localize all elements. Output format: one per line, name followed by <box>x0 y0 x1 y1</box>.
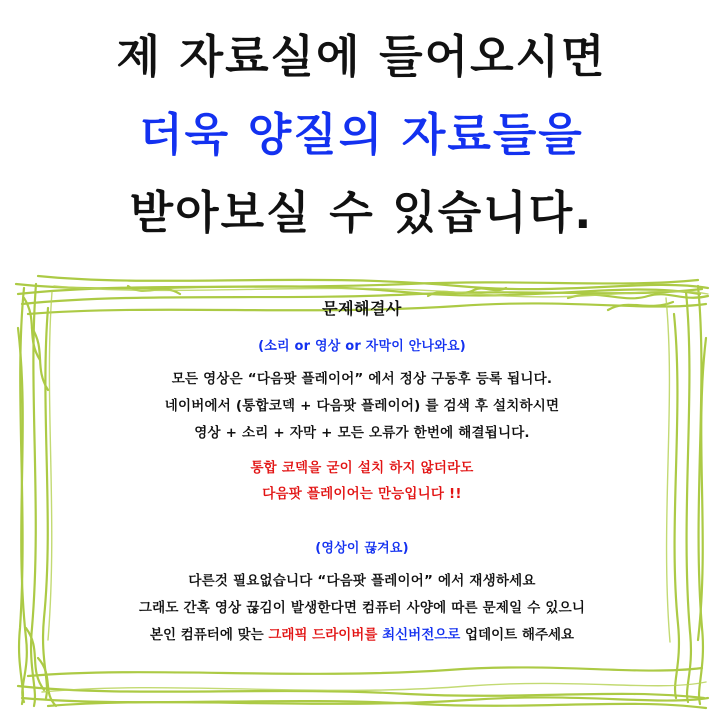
section2-last-part3: 최신버전으로 <box>382 627 466 643</box>
section2-last-line <box>40 622 684 649</box>
section1-warning-1: 통합 코덱을 굳이 설치 하지 않더라도 <box>250 460 474 476</box>
content-block <box>40 296 684 649</box>
section2-subtitle-prefix: (영상이 <box>315 541 365 556</box>
headline-line-2: 더욱 양질의 자료들을 <box>139 108 584 161</box>
section2-last-part2: 그래픽 드라이버를 <box>268 627 383 643</box>
spacer-2 <box>40 507 684 537</box>
section2-line-2: 그래도 간혹 영상 끊김이 발생한다면 컴퓨터 사양에 따른 문제일 수 있으니 <box>138 600 586 616</box>
section2-last-part1: 본인 컴퓨터에 맞는 <box>149 627 269 643</box>
section2-subtitle-emphasis: 끊겨요 <box>364 541 403 556</box>
section1-warning-2: 다음팟 플레이어는 만능입니다 !! <box>262 486 462 502</box>
headline-block <box>0 18 723 252</box>
section2-line-1: 다른것 필요없습니다 “다음팟 플레이어” 에서 재생하세요 <box>188 573 536 589</box>
section2-subtitle-suffix: ) <box>402 541 409 556</box>
headline-line-1: 제 자료실에 들어오시면 <box>116 30 607 83</box>
headline-line-3: 받아보실 수 있습니다. <box>129 186 594 239</box>
section1-subtitle: (소리 or 영상 or 자막이 안나와요) <box>258 339 466 354</box>
section2-subtitle <box>40 537 684 556</box>
section1-line-3: 영상 + 소리 + 자막 + 모든 오류가 한번에 해결됩니다. <box>194 425 530 441</box>
section1-line-2: 네이버에서 (통합코덱 + 다음팟 플레이어) 를 검색 후 설치하시면 <box>164 398 560 414</box>
section1-line-1: 모든 영상은 “다음팟 플레이어” 에서 정상 구동후 등록 됩니다. <box>171 371 553 387</box>
content-title: 문제해결사 <box>322 299 402 318</box>
section2-last-part4: 업데이트 해주세요 <box>465 627 575 643</box>
spacer-1 <box>40 447 684 455</box>
